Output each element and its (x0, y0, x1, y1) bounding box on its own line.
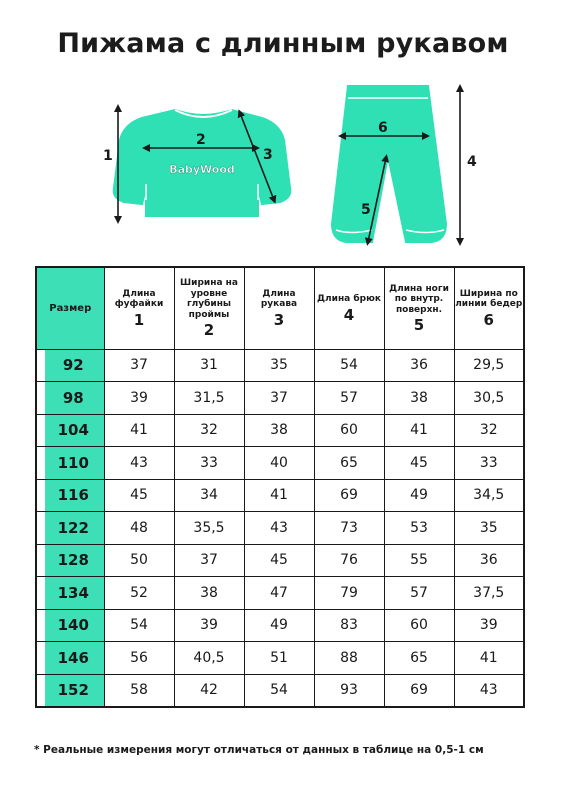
column-header: Размер (36, 267, 104, 349)
table-cell: 53 (384, 512, 454, 545)
table-cell: 54 (314, 349, 384, 382)
table-cell: 36 (384, 349, 454, 382)
table-cell: 57 (384, 577, 454, 610)
dimension-label-3: 3 (263, 147, 273, 163)
table-cell: 52 (104, 577, 174, 610)
dimension-label-1: 1 (103, 148, 113, 164)
table-cell: 39 (174, 609, 244, 642)
column-header: Ширина по линии бедер 6 (454, 267, 524, 349)
table-cell: 30,5 (454, 382, 524, 415)
table-cell: 41 (104, 414, 174, 447)
table-row (36, 414, 524, 447)
table-cell: 35 (454, 512, 524, 545)
size-cell: 128 (36, 544, 104, 577)
size-table (35, 266, 525, 708)
size-cell: 134 (36, 577, 104, 610)
table-row (36, 382, 524, 415)
table-cell: 57 (314, 382, 384, 415)
table-cell: 39 (454, 609, 524, 642)
table-cell: 42 (174, 674, 244, 707)
table-cell: 37 (104, 349, 174, 382)
size-cell: 116 (36, 479, 104, 512)
table-cell: 35 (244, 349, 314, 382)
sweatshirt-shape (114, 110, 291, 216)
table-cell: 32 (174, 414, 244, 447)
table-cell: 60 (384, 609, 454, 642)
table-cell: 55 (384, 544, 454, 577)
column-header: Длина фуфайки 1 (104, 267, 174, 349)
column-header: Ширина на уровне глубины проймы 2 (174, 267, 244, 349)
table-cell: 58 (104, 674, 174, 707)
table-row (36, 609, 524, 642)
table-cell: 35,5 (174, 512, 244, 545)
table-cell: 29,5 (454, 349, 524, 382)
dimension-label-4: 4 (467, 154, 477, 170)
table-cell: 39 (104, 382, 174, 415)
table-cell: 41 (244, 479, 314, 512)
table-cell: 38 (384, 382, 454, 415)
table-cell: 38 (244, 414, 314, 447)
size-cell: 92 (36, 349, 104, 382)
table-cell: 73 (314, 512, 384, 545)
table-cell: 43 (104, 447, 174, 480)
table-row (36, 642, 524, 675)
column-header: Длина брюк 4 (314, 267, 384, 349)
table-cell: 37 (244, 382, 314, 415)
table-cell: 47 (244, 577, 314, 610)
table-row (36, 349, 524, 382)
table-cell: 43 (454, 674, 524, 707)
table-cell: 49 (384, 479, 454, 512)
table-cell: 45 (244, 544, 314, 577)
table-cell: 33 (174, 447, 244, 480)
garment-illustration (0, 80, 566, 260)
dimension-label-5: 5 (361, 202, 371, 218)
size-cell: 110 (36, 447, 104, 480)
table-row (36, 577, 524, 610)
table-row (36, 447, 524, 480)
column-header: Длина ноги по внутр. поверхн. 5 (384, 267, 454, 349)
table-cell: 33 (454, 447, 524, 480)
table-cell: 50 (104, 544, 174, 577)
table-cell: 65 (384, 642, 454, 675)
table-cell: 69 (384, 674, 454, 707)
table-row (36, 479, 524, 512)
table-header-row (36, 267, 524, 349)
size-cell: 122 (36, 512, 104, 545)
table-cell: 76 (314, 544, 384, 577)
column-header: Длина рукава 3 (244, 267, 314, 349)
table-cell: 51 (244, 642, 314, 675)
size-cell: 152 (36, 674, 104, 707)
dimension-label-6: 6 (378, 120, 388, 136)
table-cell: 65 (314, 447, 384, 480)
footnote: * Реальные измерения могут отличаться от данных в таблице на 0,5-1 см (34, 744, 484, 756)
table-cell: 32 (454, 414, 524, 447)
table-cell: 88 (314, 642, 384, 675)
table-cell: 41 (454, 642, 524, 675)
logo-text: BabyWood (169, 163, 235, 176)
table-cell: 54 (244, 674, 314, 707)
table-cell: 56 (104, 642, 174, 675)
size-cell: 140 (36, 609, 104, 642)
table-cell: 31 (174, 349, 244, 382)
table-cell: 37 (174, 544, 244, 577)
table-cell: 37,5 (454, 577, 524, 610)
size-cell: 98 (36, 382, 104, 415)
table-cell: 79 (314, 577, 384, 610)
table-cell: 31,5 (174, 382, 244, 415)
table-cell: 40,5 (174, 642, 244, 675)
table-cell: 34 (174, 479, 244, 512)
table-cell: 83 (314, 609, 384, 642)
table-row (36, 544, 524, 577)
table-row (36, 512, 524, 545)
table-cell: 43 (244, 512, 314, 545)
table-cell: 54 (104, 609, 174, 642)
table-row (36, 674, 524, 707)
table-cell: 48 (104, 512, 174, 545)
size-cell: 104 (36, 414, 104, 447)
size-cell: 146 (36, 642, 104, 675)
table-cell: 38 (174, 577, 244, 610)
table-cell: 41 (384, 414, 454, 447)
table-cell: 69 (314, 479, 384, 512)
page-title: Пижама с длинным рукавом (57, 28, 509, 59)
table-cell: 60 (314, 414, 384, 447)
table-cell: 45 (384, 447, 454, 480)
table-cell: 45 (104, 479, 174, 512)
table-cell: 93 (314, 674, 384, 707)
table-cell: 34,5 (454, 479, 524, 512)
table-cell: 49 (244, 609, 314, 642)
table-cell: 36 (454, 544, 524, 577)
pants-shape (332, 86, 446, 242)
dimension-label-2: 2 (196, 132, 206, 148)
table-cell: 40 (244, 447, 314, 480)
